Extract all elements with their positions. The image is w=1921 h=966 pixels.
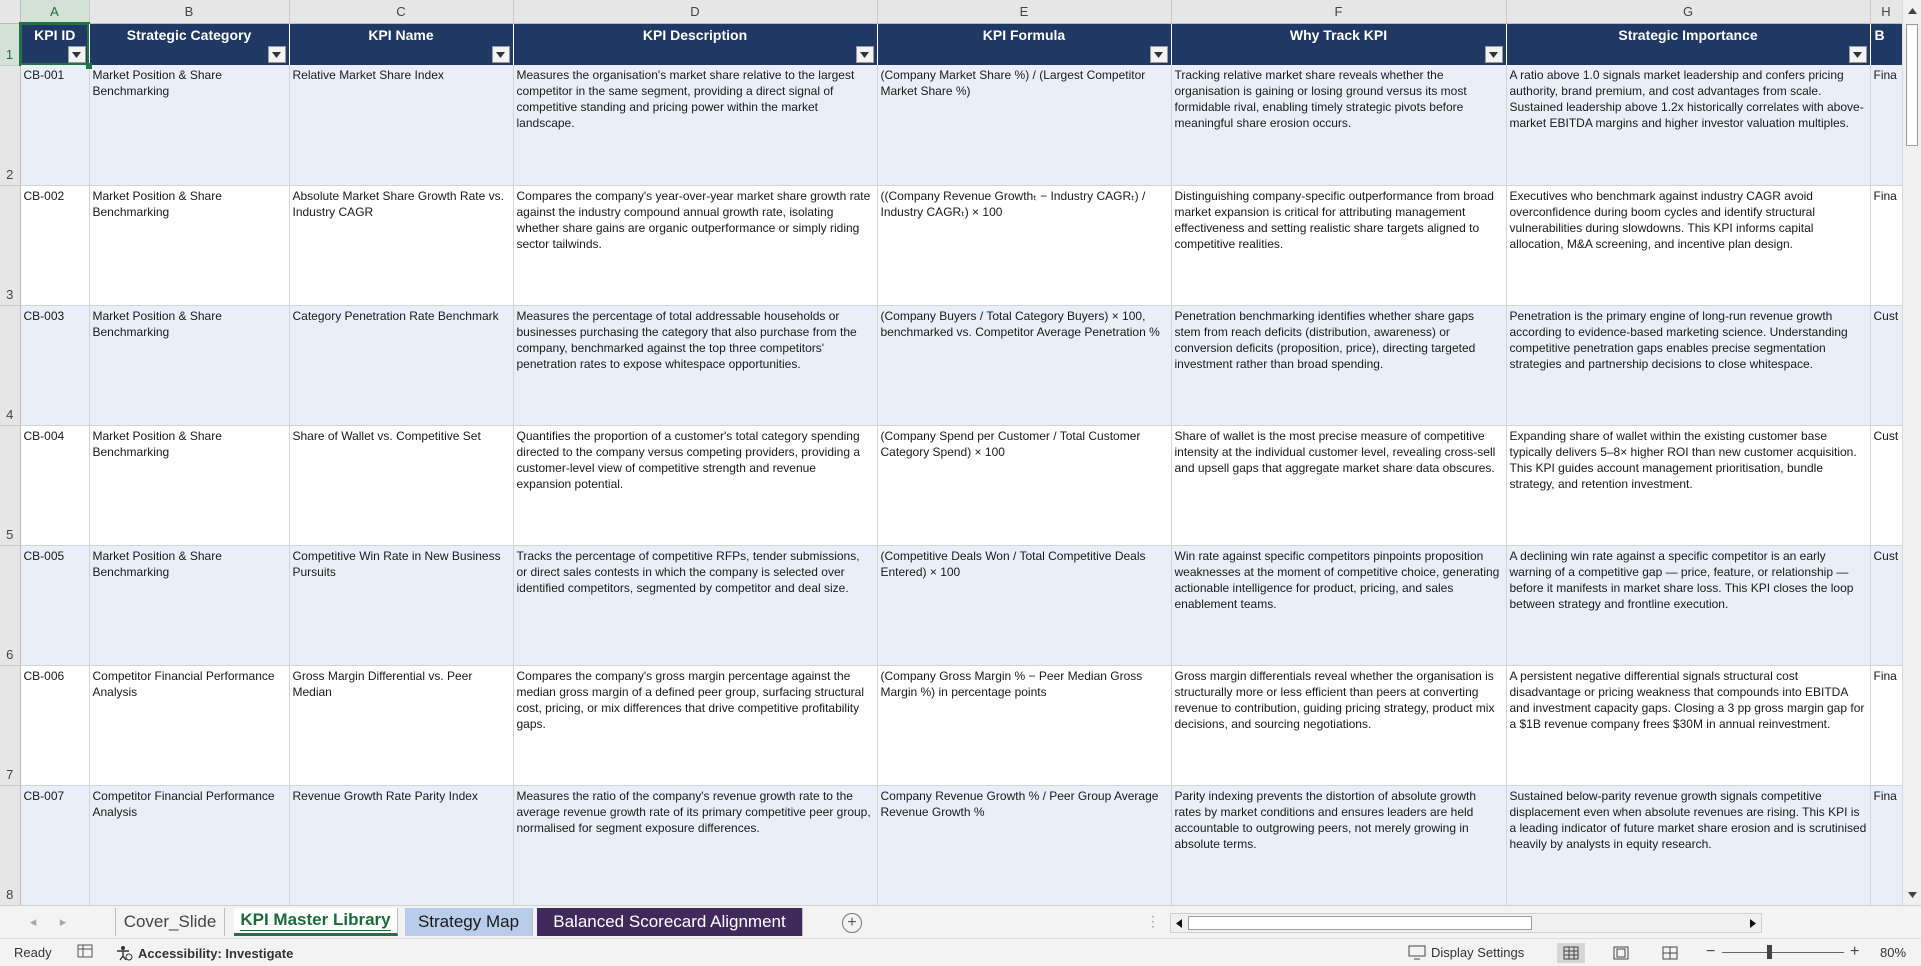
cell-h-partial[interactable]: Cust [1870,425,1902,545]
cell-kpi-description[interactable]: Measures the percentage of total addressable households or businesses purchasing the category that also purchase from the company, benchmarked against the top three competitors' penetration rates to expose whitespace opportunities. [513,305,877,425]
cell-kpi-description[interactable]: Compares the company's gross margin percentage against the median gross margin of a defined peer group, surfacing structural cost, pricing, or mix differences that drive competitive profitability gaps. [513,665,877,785]
header-label: Strategic Importance [1618,26,1758,43]
horizontal-scrollbar[interactable] [1170,913,1762,933]
accessibility-label: Accessibility: Investigate [138,945,294,961]
vertical-scrollbar[interactable] [1902,0,1921,905]
cell-strategic-category[interactable]: Market Position & Share Benchmarking [89,185,289,305]
cell-kpi-name[interactable]: Gross Margin Differential vs. Peer Median [289,665,513,785]
filter-dropdown-icon[interactable] [856,46,874,63]
scroll-left-icon[interactable] [1173,917,1185,929]
row-header-2[interactable]: 2 [0,65,20,185]
display-settings[interactable] [1408,945,1524,960]
zoom-in-icon[interactable]: + [1850,943,1860,960]
accessibility-icon [115,945,133,961]
tab-balanced-scorecard-alignment[interactable]: Balanced Scorecard Alignment [537,908,803,936]
cell-kpi-description[interactable]: Quantifies the proportion of a customer's total category spending directed to the company versus competing providers, providing a customer-level view of competitive strength and revenue expansion potential. [513,425,877,545]
cell-kpi-formula[interactable]: (Company Buyers / Total Category Buyers) × 100, benchmarked vs. Competitor Average Penetration % [877,305,1171,425]
tab-strategy-map[interactable]: Strategy Map [405,908,533,936]
vertical-scroll-thumb[interactable] [1906,24,1918,146]
cell-why-track-kpi[interactable]: Distinguishing company-specific outperformance from broad market expansion is critical for attributing management effectiveness and setting realistic share targets aligned to competitive realities. [1171,185,1506,305]
zoom-slider-thumb[interactable] [1767,945,1772,959]
header-cell-kpi-name[interactable] [289,23,513,65]
cell-kpi-description[interactable]: Measures the ratio of the company's revenue growth rate to the average revenue growth rate of its primary competitive peer group, normalised for segment exposure differences. [513,785,877,905]
row-header-5[interactable]: 5 [0,425,20,545]
header-cell-why-track-kpi[interactable] [1171,23,1506,65]
scroll-up-icon[interactable] [1906,4,1919,17]
sheet-tab-bar [0,905,1921,938]
cell-kpi-name[interactable]: Share of Wallet vs. Competitive Set [289,425,513,545]
header-label: KPI Description [642,26,748,43]
cell-strategic-importance[interactable]: A ratio above 1.0 signals market leadership and confers pricing authority, brand premium, and cost advantages from scale. Sustained leadership above 1.2x historically correlates with above-market EBITDA margins and higher investor valuation multiples. [1506,65,1870,185]
cell-kpi-formula[interactable]: (Company Spend per Customer / Total Customer Category Spend) × 100 [877,425,1171,545]
column-header-a[interactable]: A [20,0,89,23]
header-label: KPI ID [34,27,76,43]
header-cell-h-partial[interactable]: B [1870,23,1902,65]
page-layout-icon[interactable] [1607,943,1635,963]
header-cell-strategic-category[interactable] [89,23,289,65]
row-header-6[interactable]: 6 [0,545,20,665]
row-header-4[interactable]: 4 [0,305,20,425]
tab-scroll-right-icon[interactable]: ▸ [59,914,67,929]
cell-kpi-description[interactable]: Compares the company's year-over-year market share growth rate against the industry compound annual growth rate, isolating whether share gains are organic outperformance or simply riding sector tailwinds. [513,185,877,305]
cell-why-track-kpi[interactable]: Share of wallet is the most precise measure of competitive intensity at the individual customer level, revealing cross-sell and upsell gaps that aggregate market share data obscures. [1171,425,1506,545]
cell-strategic-category[interactable]: Market Position & Share Benchmarking [89,305,289,425]
header-label: KPI Formula [982,26,1066,43]
status-bar [0,938,1921,966]
normal-view-icon[interactable] [1557,943,1585,963]
filter-dropdown-icon[interactable] [268,46,286,63]
cell-kpi-description[interactable]: Measures the organisation's market share relative to the largest competitor in the same segment, providing a direct signal of competitive standing and pricing power within the market landscape. [513,65,877,185]
cell-kpi-id[interactable]: CB-005 [20,545,89,665]
cell-why-track-kpi[interactable]: Gross margin differentials reveal whether the organisation is structurally more or less efficient than peers at converting revenue to contribution, guiding pricing strategy, product mix decisions, and sourcing negotiations. [1171,665,1506,785]
header-label: KPI Name [368,26,434,43]
row-header-1[interactable]: 1 [0,23,20,65]
zoom-out-icon[interactable]: − [1706,943,1716,960]
cell-kpi-name[interactable]: Absolute Market Share Growth Rate vs. Industry CAGR [289,185,513,305]
cell-strategic-importance[interactable]: Sustained below-parity revenue growth signals competitive displacement even when absolute revenues are rising. This KPI is a leading indicator of future market share erosion and is scrutinised heavily by analysts in equity research. [1506,785,1870,905]
select-all-corner[interactable] [0,0,20,23]
row-header-3[interactable]: 3 [0,185,20,305]
cell-kpi-formula[interactable]: (Company Gross Margin % − Peer Median Gross Margin %) in percentage points [877,665,1171,785]
page-break-icon[interactable] [1656,943,1684,963]
cell-mode-icon[interactable] [77,944,93,958]
cell-strategic-category[interactable]: Market Position & Share Benchmarking [89,65,289,185]
cell-strategic-category[interactable]: Market Position & Share Benchmarking [89,545,289,665]
zoom-level[interactable]: 80% [1880,945,1907,960]
cell-kpi-id[interactable]: CB-003 [20,305,89,425]
add-sheet-icon[interactable]: + [842,913,862,933]
tab-label: KPI Master Library [240,910,391,929]
filter-dropdown-icon[interactable] [68,46,86,63]
scroll-right-icon[interactable] [1747,917,1759,929]
splitter-handle-icon[interactable]: ⋮ [1146,913,1159,929]
cell-kpi-id[interactable]: CB-004 [20,425,89,545]
column-header-h[interactable]: H [1870,0,1902,23]
column-header-f[interactable]: F [1171,0,1506,23]
cell-kpi-id[interactable]: CB-001 [20,65,89,185]
cell-why-track-kpi[interactable]: Win rate against specific competitors pinpoints proposition weaknesses at the moment of competitive choice, generating actionable intelligence for product, pricing, and sales enablement teams. [1171,545,1506,665]
header-cell-kpi-description[interactable] [513,23,877,65]
cell-strategic-importance[interactable]: Expanding share of wallet within the existing customer base typically delivers 5–8× higher ROI than new customer acquisition. This KPI guides account management prioritisation, bundle strategy, and retention investment. [1506,425,1870,545]
header-label: Strategic Category [126,26,252,43]
cell-h-partial[interactable]: Fina [1870,665,1902,785]
tab-scroll-left-icon[interactable]: ◂ [29,914,37,929]
cell-why-track-kpi[interactable]: Parity indexing prevents the distortion of absolute growth rates by market conditions and ensures leaders are held accountable to outgrowing peers, not merely growing in absolute terms. [1171,785,1506,905]
cell-why-track-kpi[interactable]: Penetration benchmarking identifies whether share gaps stem from reach deficits (distribution, awareness) or conversion deficits (proposition, price), directing targeted investment rather than broad spending. [1171,305,1506,425]
filter-dropdown-icon[interactable] [1485,46,1503,63]
cell-kpi-formula[interactable]: ((Company Revenue Growthₜ − Industry CAGRₜ) / Industry CAGRₜ) × 100 [877,185,1171,305]
row-header-8[interactable]: 8 [0,785,20,905]
column-header-d[interactable]: D [513,0,877,23]
cell-kpi-name[interactable]: Revenue Growth Rate Parity Index [289,785,513,905]
cell-h-partial[interactable]: Fina [1870,785,1902,905]
header-cell-strategic-importance[interactable] [1506,23,1870,65]
column-header-e[interactable]: E [877,0,1171,23]
status-ready: Ready [14,945,52,960]
filter-dropdown-icon[interactable] [492,46,510,63]
horizontal-scroll-thumb[interactable] [1188,916,1532,930]
display-settings-icon [1408,945,1426,960]
tab-cover-slide[interactable]: Cover_Slide [115,908,225,936]
column-header-b[interactable]: B [89,0,289,23]
cell-kpi-formula[interactable]: (Competitive Deals Won / Total Competitive Deals Entered) × 100 [877,545,1171,665]
header-label: Why Track KPI [1289,26,1388,43]
cell-kpi-id[interactable]: CB-007 [20,785,89,905]
row-header-7[interactable]: 7 [0,665,20,785]
cell-h-partial[interactable]: Cust [1870,305,1902,425]
header-cell-kpi-id[interactable] [20,23,89,65]
cell-strategic-category[interactable]: Market Position & Share Benchmarking [89,425,289,545]
cell-kpi-id[interactable]: CB-006 [20,665,89,785]
fill-handle[interactable] [86,63,92,69]
cell-kpi-name[interactable]: Competitive Win Rate in New Business Pursuits [289,545,513,665]
tab-kpi-master-library[interactable] [234,908,398,936]
cell-h-partial[interactable]: Cust [1870,545,1902,665]
filter-dropdown-icon[interactable] [1150,46,1168,63]
accessibility-status[interactable] [115,945,293,961]
cell-why-track-kpi[interactable]: Tracking relative market share reveals whether the organisation is gaining or losing ground versus its most formidable rival, enabling timely strategic pivots before meaningful share erosion occurs. [1171,65,1506,185]
cell-strategic-importance[interactable]: Penetration is the primary engine of long-run revenue growth according to evidence-based marketing science. Understanding competitive penetration gaps enables precise segmentation strategies and partnership decisions to close whitespace. [1506,305,1870,425]
cell-kpi-id[interactable]: CB-002 [20,185,89,305]
display-settings-label: Display Settings [1431,945,1525,960]
cell-h-partial[interactable]: Fina [1870,65,1902,185]
cell-kpi-formula[interactable]: Company Revenue Growth % / Peer Group Average Revenue Growth % [877,785,1171,905]
cell-h-partial[interactable]: Fina [1870,185,1902,305]
header-cell-kpi-formula[interactable] [877,23,1171,65]
cell-strategic-importance[interactable]: A persistent negative differential signals structural cost disadvantage or pricing weakness that compounds into EBITDA and investment capacity gaps. Closing a 3 pp gross margin gap for a $1B revenue company frees $30M in annual reinvestment. [1506,665,1870,785]
zoom-slider-track[interactable] [1722,952,1844,953]
cell-strategic-importance[interactable]: A declining win rate against a specific competitor is an early warning of a competitive gap — price, feature, or relationship — before it manifests in market share loss. This KPI closes the loop between strategy and frontline execution. [1506,545,1870,665]
column-header-g[interactable]: G [1506,0,1870,23]
cell-strategic-category[interactable]: Competitor Financial Performance Analysis [89,665,289,785]
cell-strategic-category[interactable]: Competitor Financial Performance Analysis [89,785,289,905]
cell-strategic-importance[interactable]: Executives who benchmark against industry CAGR avoid overconfidence during boom cycles and identify structural vulnerabilities during slowdowns. This KPI informs capital allocation, M&A screening, and incentive plan design. [1506,185,1870,305]
cell-kpi-formula[interactable]: (Company Market Share %) / (Largest Competitor Market Share %) [877,65,1171,185]
column-header-c[interactable]: C [289,0,513,23]
filter-dropdown-icon[interactable] [1849,46,1867,63]
scroll-down-icon[interactable] [1906,888,1919,901]
cell-kpi-name[interactable]: Relative Market Share Index [289,65,513,185]
cell-kpi-description[interactable]: Tracks the percentage of competitive RFPs, tender submissions, or direct sales contests in which the company is selected over identified competitors, segmented by competitor and deal size. [513,545,877,665]
cell-kpi-name[interactable]: Category Penetration Rate Benchmark [289,305,513,425]
